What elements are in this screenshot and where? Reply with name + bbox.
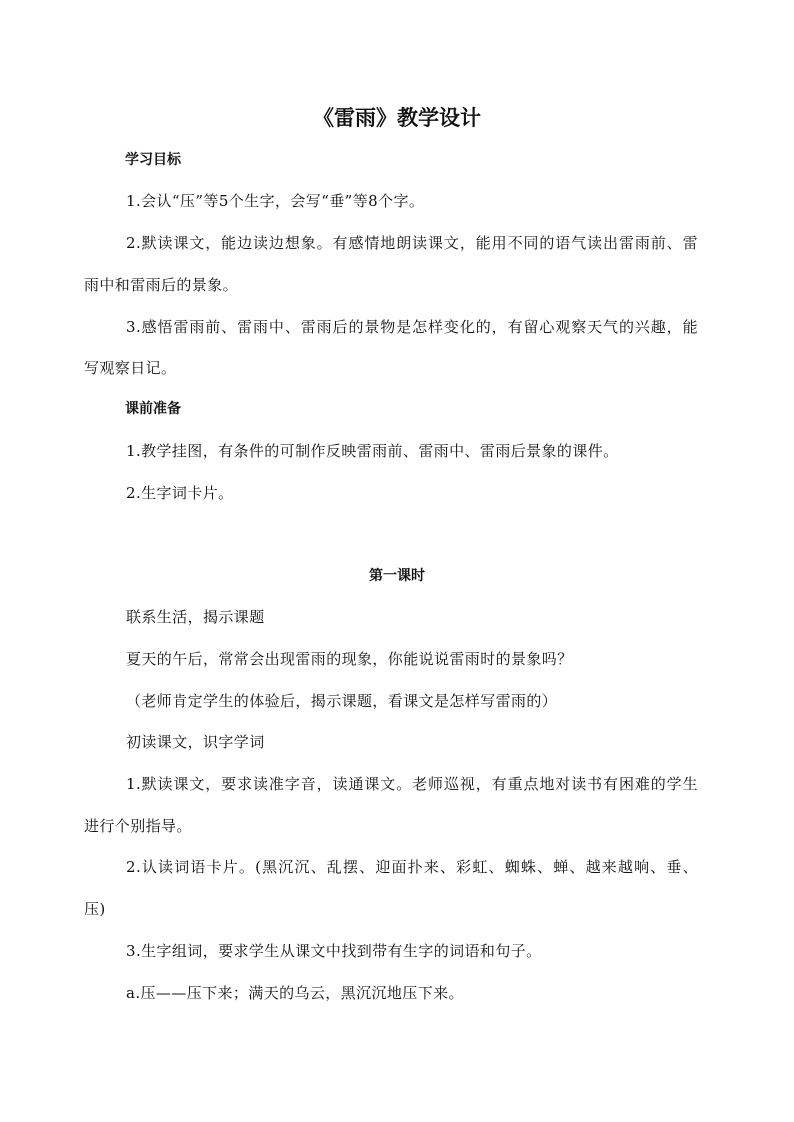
preparation-heading: 课前准备 <box>125 401 181 417</box>
step-1-line-1: 1.默读课文，要求读准字音，读通课文。老师巡视，有重点地对读书有困难的学生 <box>126 775 698 793</box>
example-a: a.压——压下来；满天的乌云，黑沉沉地压下来。 <box>126 984 464 1002</box>
step-2-line-2: 压) <box>84 900 106 918</box>
document-title: 《雷雨》教学设计 <box>313 106 481 130</box>
prep-item-2: 2.生字词卡片。 <box>126 484 234 502</box>
step-3: 3.生字组词，要求学生从课文中找到带有生字的词语和句子。 <box>126 942 542 960</box>
goal-item-1: 1.会认“压”等5个生字，会写“垂”等8个字。 <box>126 192 425 210</box>
goal-item-2-line-2: 雨中和雷雨后的景象。 <box>84 276 239 294</box>
part-2-title: 初读课文，识字学词 <box>126 733 265 751</box>
prep-item-1: 1.教学挂图，有条件的可制作反映雷雨前、雷雨中、雷雨后景象的课件。 <box>126 442 619 460</box>
lesson-question: 夏天的午后，常常会出现雷雨的现象，你能说说雷雨时的景象吗？ <box>126 650 573 668</box>
goal-item-2-line-1: 2.默读课文，能边读边想象。有感情地朗读课文，能用不同的语气读出雷雨前、雷 <box>126 234 698 252</box>
step-1-line-2: 进行个别指导。 <box>84 817 192 835</box>
goal-item-3-line-1: 3.感悟雷雨前、雷雨中、雷雨后的景物是怎样变化的，有留心观察天气的兴趣，能 <box>126 318 698 336</box>
step-2-line-1: 2.认读词语卡片。(黑沉沉、乱摆、迎面扑来、彩虹、蜘蛛、蝉、越来越响、垂、 <box>126 858 698 876</box>
part-1-title: 联系生活，揭示课题 <box>126 608 265 626</box>
lesson-1-heading: 第一课时 <box>369 568 425 584</box>
teacher-note: （老师肯定学生的体验后，揭示课题，看课文是怎样写雷雨的） <box>126 692 558 710</box>
goal-item-3-line-2: 写观察日记。 <box>84 359 177 377</box>
learning-goals-heading: 学习目标 <box>125 152 181 168</box>
